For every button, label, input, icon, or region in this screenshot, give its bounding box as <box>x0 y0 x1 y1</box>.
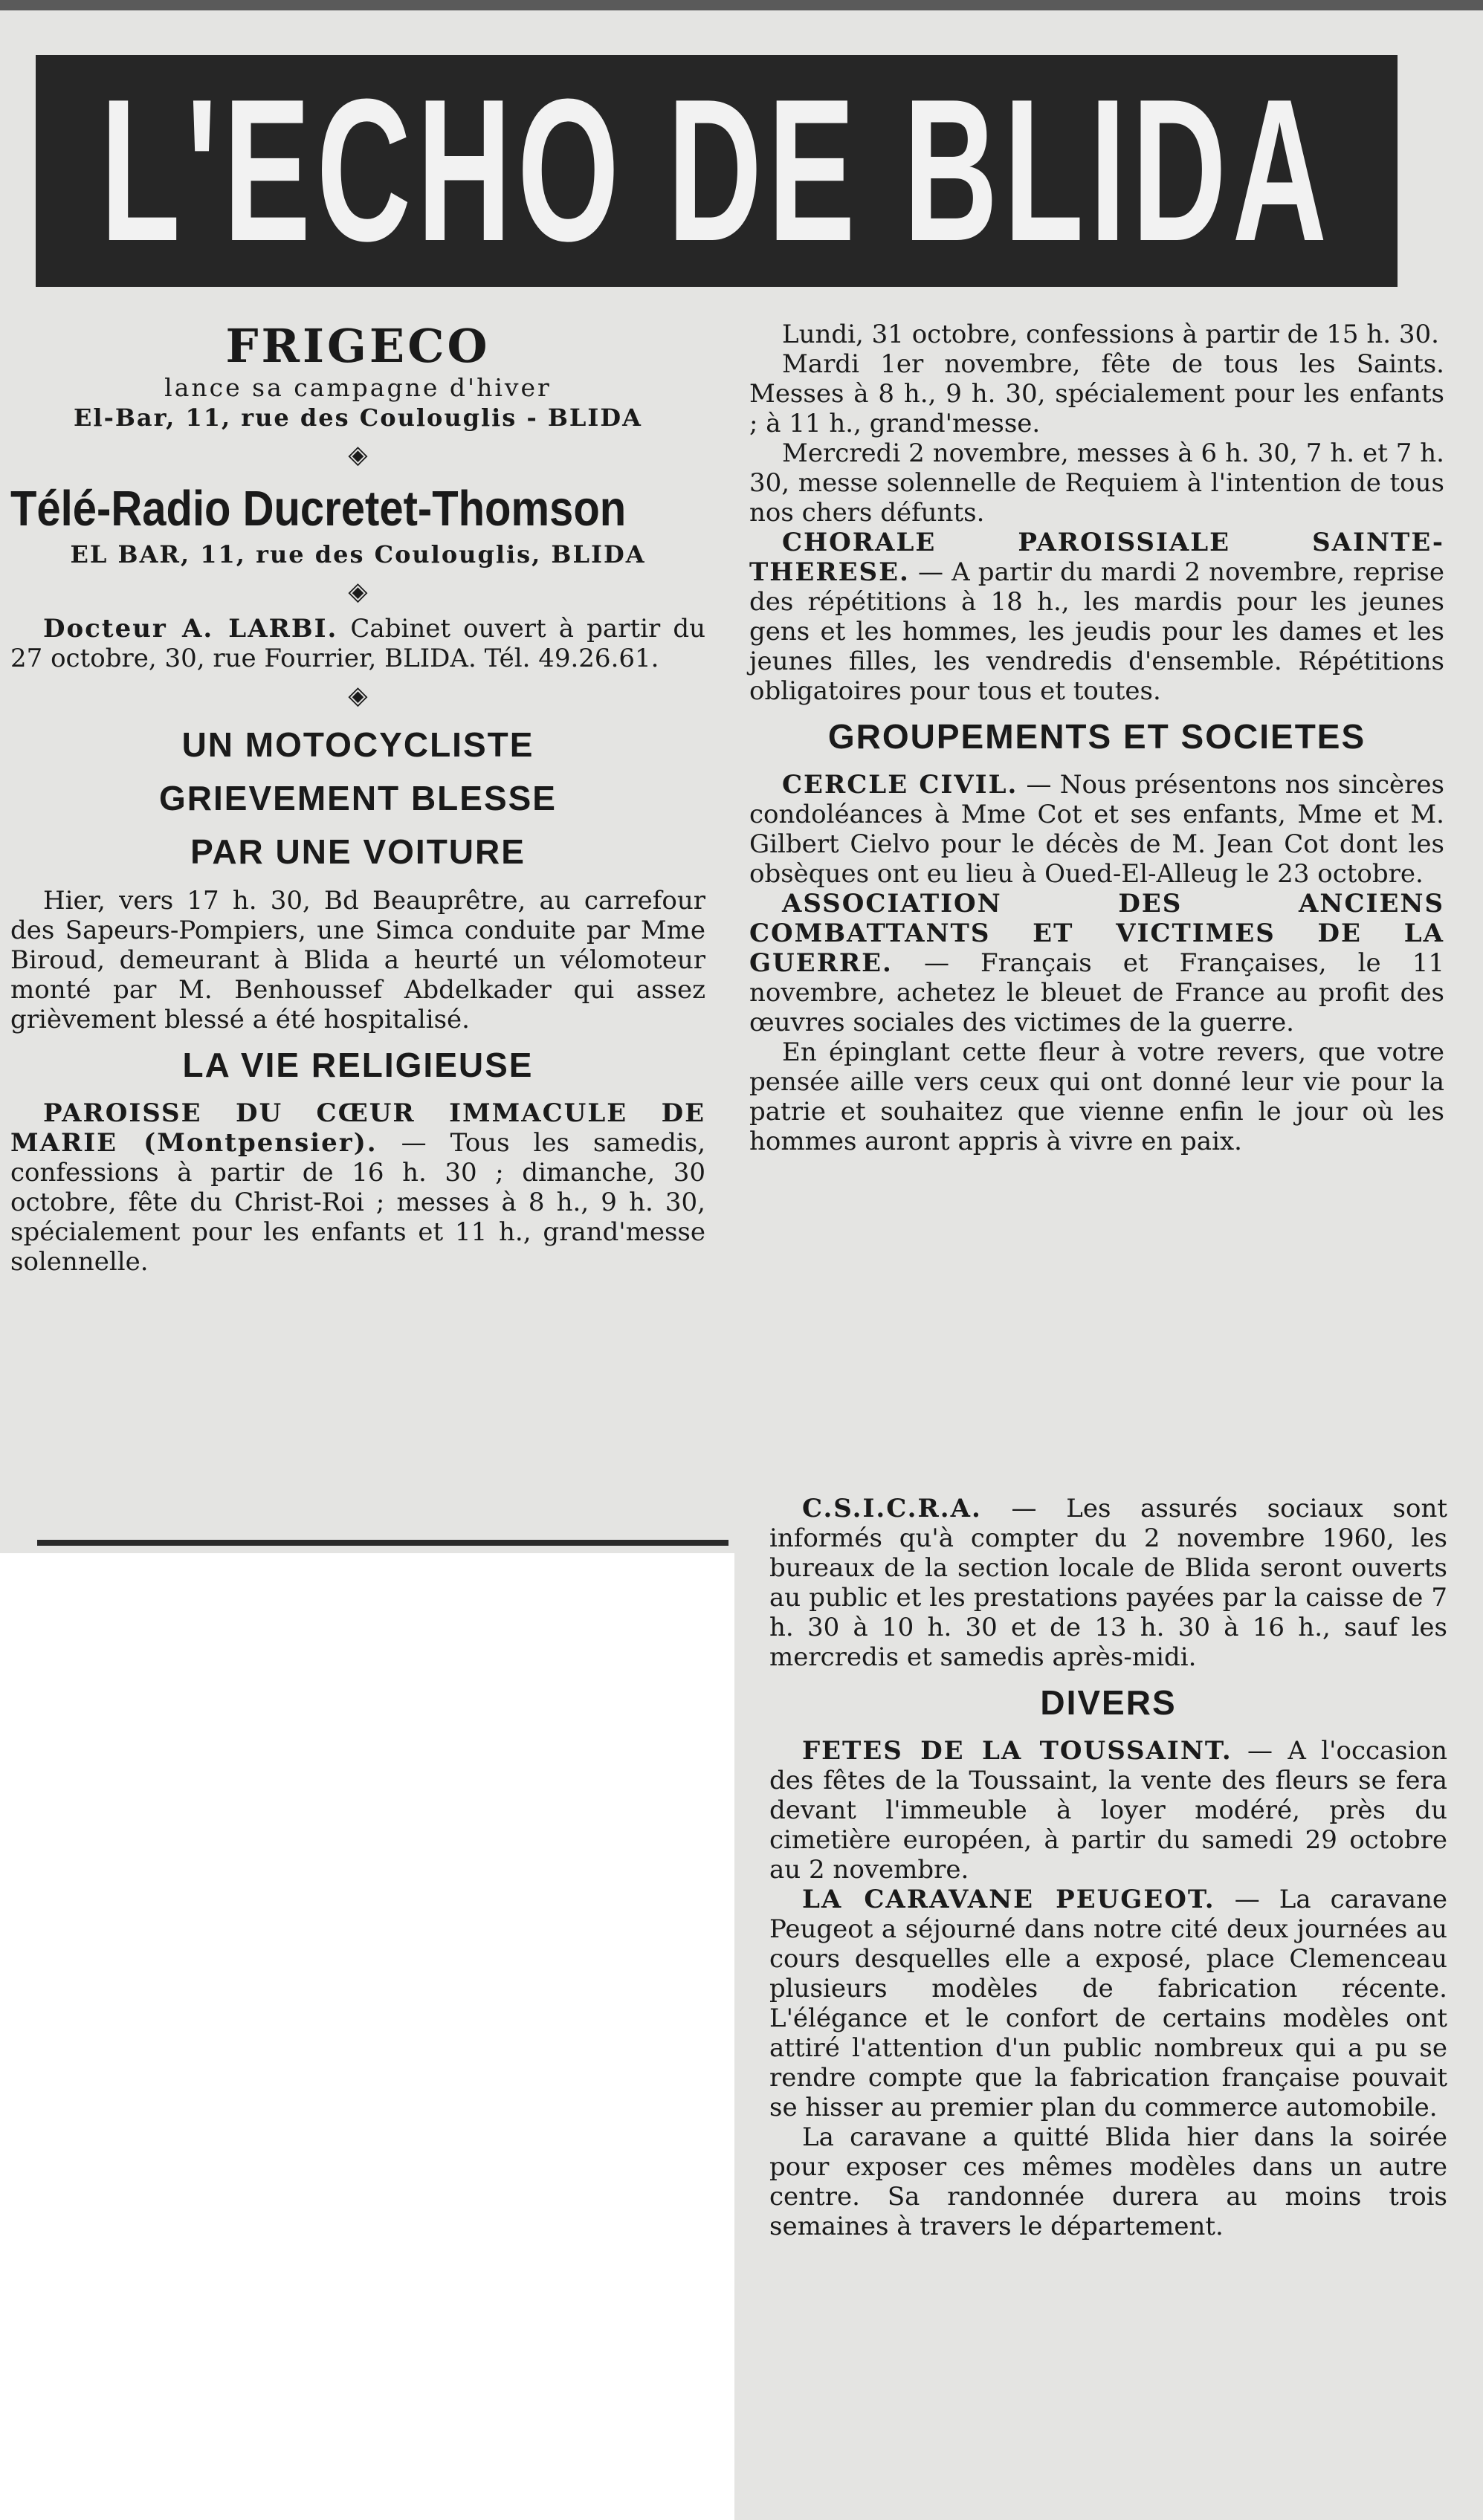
right-column-lower <box>769 1494 1447 2241</box>
frigeco-tagline: lance sa campagne d'hiver <box>164 373 552 402</box>
blank-background-area <box>0 1553 734 2520</box>
frigeco-address: El-Bar, 11, rue des Coulouglis - BLIDA <box>74 404 642 432</box>
caravane-article <box>769 1885 1447 2122</box>
masthead-title: L'ECHO DE BLIDA <box>100 58 1333 284</box>
diamond-separator-icon: ◈ <box>348 577 368 606</box>
column-divider-rule <box>37 1540 728 1546</box>
fetes-article <box>769 1736 1447 1885</box>
motocycliste-article: Hier, vers 17 h. 30, Bd Beauprêtre, au carrefour des Sapeurs-Pompiers, une Simca conduite par Mme Biroud, demeurant à Blida a heurté un vélomoteur monté par M. Benhoussef Abdelkader qui assez grièvement blessé a été hospitalisé. <box>10 886 705 1034</box>
chorale-text: — A partir du mardi 2 novembre, reprise des répétitions à 18 h., les mardis pour les jeunes gens et les hommes, les jeudis pour les dames et les jeunes filles, les vendredis d'ensemble. Répétitions obligatoires pour tous et toutes. <box>749 557 1444 706</box>
frigeco-brand: FRIGECO <box>225 319 491 373</box>
cercle-article <box>749 770 1444 889</box>
diamond-separator-icon: ◈ <box>348 440 368 470</box>
csicra-lead: C.S.I.C.R.A. <box>802 1494 982 1523</box>
cercle-lead: CERCLE CIVIL. <box>782 770 1018 800</box>
fetes-lead: FETES DE LA TOUSSAINT. <box>802 1736 1232 1766</box>
anciens-text: — Français et Françaises, le 11 novembre, achetez le bleuet de France au profit des œuvres sociales des victimes de la guerre. <box>749 948 1444 1037</box>
fetes-text: — A l'occasion des fêtes de la Toussaint, la vente des fleurs se fera devant l'immeuble à loyer modéré, près du cimetière européen, à partir du samedi 29 octobre au 2 novembre. <box>769 1736 1447 1885</box>
divers-heading: DIVERS <box>1040 1683 1177 1722</box>
anciens-article <box>749 889 1444 1037</box>
left-column <box>10 320 705 1277</box>
paroisse-article <box>10 1098 705 1277</box>
right-column <box>749 320 1444 1156</box>
lundi-paragraph: Lundi, 31 octobre, confessions à partir de 15 h. 30. <box>782 320 1439 349</box>
chorale-lead: CHORALE PAROISSIALE SAINTE-THERESE. <box>749 528 1444 587</box>
csicra-text: — Les assurés sociaux sont informés qu'à compter du 2 novembre 1960, les bureaux de la section locale de Blida seront ouverts au public et les prestations payées par la caisse de 7 h. 30 à 10 h. 30 et de 13 h. 30 à 16 h., sauf les mercredis et samedis après-midi. <box>769 1494 1448 1672</box>
top-border <box>0 0 1483 10</box>
docteur-lead: Docteur A. LARBI. <box>43 614 338 644</box>
motocycliste-headline-line: UN MOTOCYCLISTE <box>181 725 534 764</box>
motocycliste-headline-line: PAR UNE VOITURE <box>190 832 526 871</box>
paroisse-lead: PAROISSE DU CŒUR IMMACULE DE MARIE (Montpensier). <box>10 1098 705 1158</box>
caravane-lead: LA CARAVANE PEUGEOT. <box>802 1885 1215 1914</box>
mercredi-paragraph: Mercredi 2 novembre, messes à 6 h. 30, 7 h. et 7 h. 30, messe solennelle de Requiem à l'intention de tous nos chers défunts. <box>749 438 1444 528</box>
docteur-notice <box>10 614 705 673</box>
groupements-heading: GROUPEMENTS ET SOCIETES <box>827 717 1366 756</box>
docteur-text: Cabinet ouvert à partir du 27 octobre, 30, rue Fourrier, BLIDA. Tél. 49.26.61. <box>10 614 705 673</box>
teleradio-address: EL BAR, 11, rue des Coulouglis, BLIDA <box>70 540 646 569</box>
vie-religieuse-heading: LA VIE RELIGIEUSE <box>182 1046 534 1084</box>
masthead <box>36 55 1398 287</box>
anciens-lead: ASSOCIATION DES ANCIENS COMBATTANTS ET VICTIMES DE LA GUERRE. <box>749 889 1444 978</box>
caravane-paragraph-2: La caravane a quitté Blida hier dans la soirée pour exposer ces mêmes modèles dans un autre centre. Sa randonnée durera au moins trois semaines à travers le département. <box>769 2122 1447 2241</box>
mardi-paragraph: Mardi 1er novembre, fête de tous les Saints. Messes à 8 h., 9 h. 30, spécialement pour les enfants ; à 11 h., grand'messe. <box>749 349 1444 438</box>
teleradio-brand: Télé-Radio Ducretet-Thomson <box>10 481 627 537</box>
cercle-text: — Nous présentons nos sincères condoléances à Mme Cot et ses enfants, Mme et M. Gilbert Cielvo pour le décès de M. Jean Cot dont les obsèques ont eu lieu à Oued-El-Alleug le 23 octobre. <box>749 770 1444 889</box>
diamond-separator-icon: ◈ <box>348 681 368 710</box>
chorale-article <box>749 528 1444 706</box>
csicra-article <box>769 1494 1447 1672</box>
anciens-paragraph-2: En épinglant cette fleur à votre revers, que votre pensée aille vers ceux qui ont donné leur vie pour la patrie et souhaitez que vienne enfin le jour où les hommes auront appris à vivre en paix. <box>749 1037 1444 1156</box>
motocycliste-headline-line: GRIEVEMENT BLESSE <box>159 779 557 817</box>
caravane-text: — La caravane Peugeot a séjourné dans notre cité deux journées au cours desquelles elle a exposé, place Clemenceau plusieurs modèles de fabrication récente. L'élégance et le confort de certains modèles ont attiré l'attention d'un public nombreux qui a pu se rendre compte que la fabrication française pouvait se hisser au premier plan du commerce automobile. <box>769 1885 1447 2122</box>
paroisse-text: — Tous les samedis, confessions à partir de 16 h. 30 ; dimanche, 30 octobre, fête du Christ-Roi ; messes à 8 h., 9 h. 30, spécialement pour les enfants et 11 h., grand'messe solennelle. <box>10 1128 705 1277</box>
